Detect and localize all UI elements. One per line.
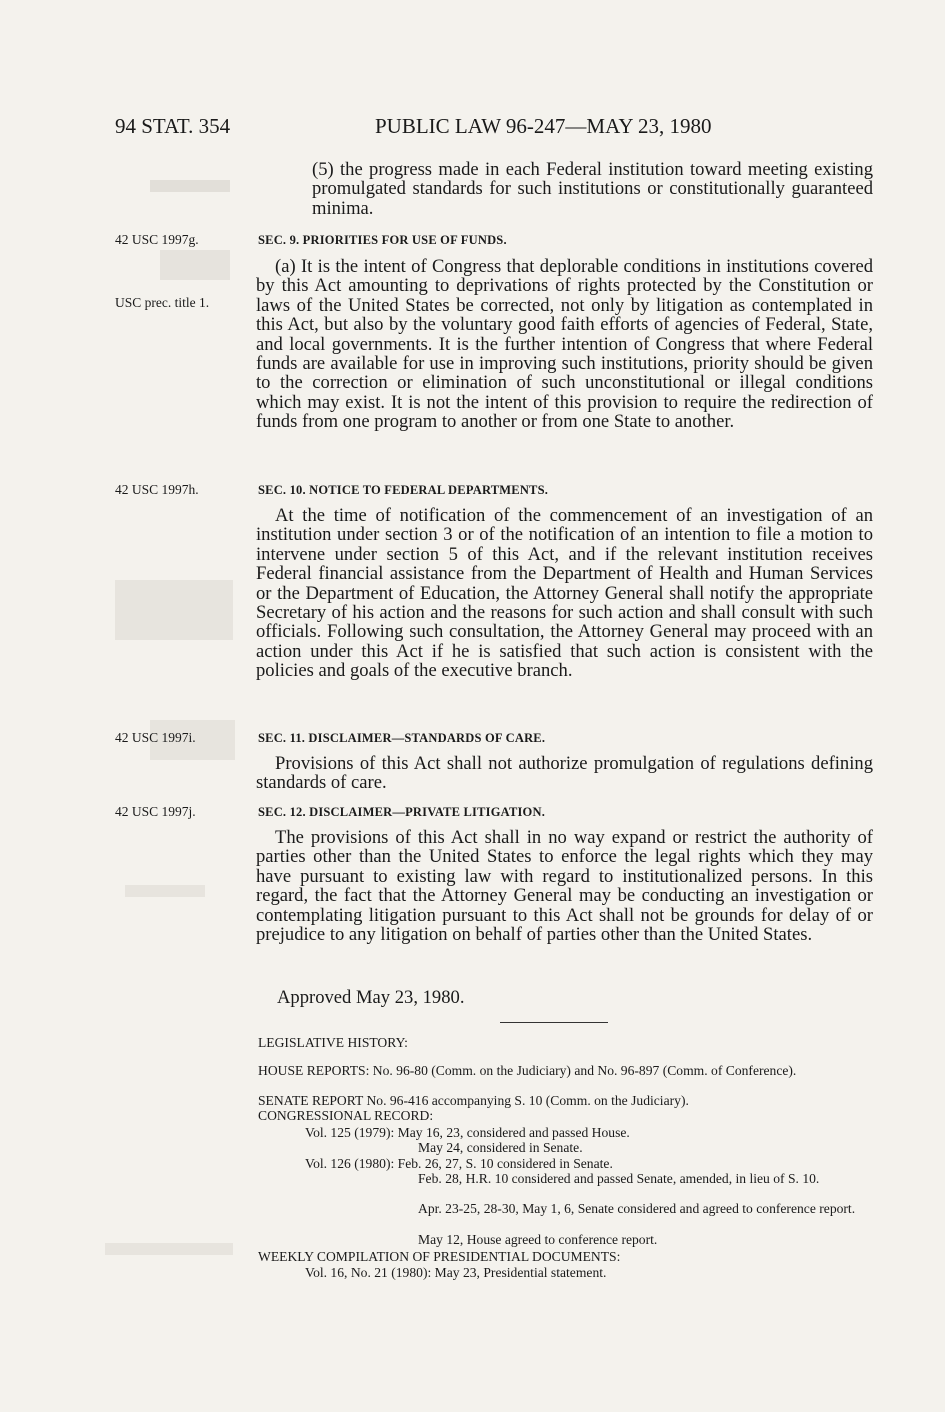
bleed-through-note <box>105 1243 233 1255</box>
bleed-through-note <box>115 580 233 640</box>
history-house-reports: HOUSE REPORTS: No. 96-80 (Comm. on the Judiciary) and No. 96-897 (Comm. of Conference). <box>258 1063 797 1078</box>
history-vol126-a: Vol. 126 (1980): Feb. 26, 27, S. 10 considered in Senate. <box>305 1156 613 1171</box>
sec10-text: At the time of notification of the commencement of an investigation of an institution under section 3 or of the notification of an intention to file a motion to intervene under section 5 of this Act, and if the relevant institution receives Federal financial assistance from the Department of Health and Human Services or the Department of Education, the Attorney General shall notify the appropriate Secretary of his action and the reasons for such action and shall consult with such officials. Following such consultation, the Attorney General may proceed with an action under this Act if he is satisfied that such action is consistent with the policies and goals of the executive branch. <box>256 505 873 682</box>
history-vol126-b: Feb. 28, H.R. 10 considered and passed Senate, amended, in lieu of S. 10. <box>418 1171 820 1186</box>
history-vol16: Vol. 16, No. 21 (1980): May 23, Presidential statement. <box>305 1265 607 1280</box>
margin-note-sec11: 42 USC 1997i. <box>115 730 196 745</box>
history-vol125-b: May 24, considered in Senate. <box>418 1140 583 1155</box>
sec9-heading: SEC. 9. PRIORITIES FOR USE OF FUNDS. <box>258 233 507 247</box>
history-vol125-a: Vol. 125 (1979): May 16, 23, considered and passed House. <box>305 1125 630 1140</box>
history-weekly-compilation: WEEKLY COMPILATION OF PRESIDENTIAL DOCUMENTS: <box>258 1249 621 1264</box>
page-title: PUBLIC LAW 96-247—MAY 23, 1980 <box>375 114 712 138</box>
sec12-text: The provisions of this Act shall in no way expand or restrict the authority of parties other than the United States to enforce the legal rights which they may have pursuant to existing law with regard to institutionalized persons. In this regard, the fact that the Attorney General may be conducting an investigation or contemplating litigation pursuant to this Act shall not be grounds for delay of or prejudice to any litigation on behalf of parties other than the United States. <box>256 827 873 946</box>
stat-reference: 94 STAT. 354 <box>115 114 231 138</box>
margin-note-usc-prec: USC prec. title 1. <box>115 295 210 310</box>
sec9-text: (a) It is the intent of Congress that deplorable conditions in institutions covered by this Act amounting to deprivations of rights protected by the Constitution or laws of the United States be corrected, not only by litigation as contemplated in this Act, but also by the voluntary good faith efforts of agencies of Federal, State, and local governments. It is the further intention of Congress that where Federal funds are available for use in improving such institutions, priority should be given to the correction or elimination of such unconstitutional or illegal conditions which may exist. It is not the intent of this provision to require the redirection of funds from one program to another or from one State to another. <box>256 256 873 433</box>
paragraph-5: (5) the progress made in each Federal institution toward meeting existing promulgated standards for such institutions or constitutionally guaranteed minima. <box>312 159 873 219</box>
divider <box>500 1022 608 1023</box>
history-vol126-c: Apr. 23-25, 28-30, May 1, 6, Senate considered and agreed to conference report. <box>418 1201 856 1216</box>
history-senate-report: SENATE REPORT No. 96-416 accompanying S. 10 (Comm. on the Judiciary). <box>258 1093 689 1108</box>
bleed-through-note <box>125 885 205 897</box>
bleed-through-note <box>160 250 230 280</box>
sec12-heading: SEC. 12. DISCLAIMER—PRIVATE LITIGATION. <box>258 805 546 819</box>
sec11-text: Provisions of this Act shall not authorize promulgation of regulations defining standards of care. <box>256 753 873 794</box>
margin-note-sec10: 42 USC 1997h. <box>115 482 199 497</box>
history-cong-record: CONGRESSIONAL RECORD: <box>258 1108 434 1123</box>
bleed-through-note <box>150 180 230 192</box>
sec11-heading: SEC. 11. DISCLAIMER—STANDARDS OF CARE. <box>258 731 546 745</box>
margin-note-sec9: 42 USC 1997g. <box>115 232 199 247</box>
margin-note-sec12: 42 USC 1997j. <box>115 804 196 819</box>
sec10-heading: SEC. 10. NOTICE TO FEDERAL DEPARTMENTS. <box>258 483 549 497</box>
approval-date: Approved May 23, 1980. <box>277 987 465 1008</box>
history-title: LEGISLATIVE HISTORY: <box>258 1035 408 1050</box>
history-vol126-d: May 12, House agreed to conference report. <box>418 1232 658 1247</box>
